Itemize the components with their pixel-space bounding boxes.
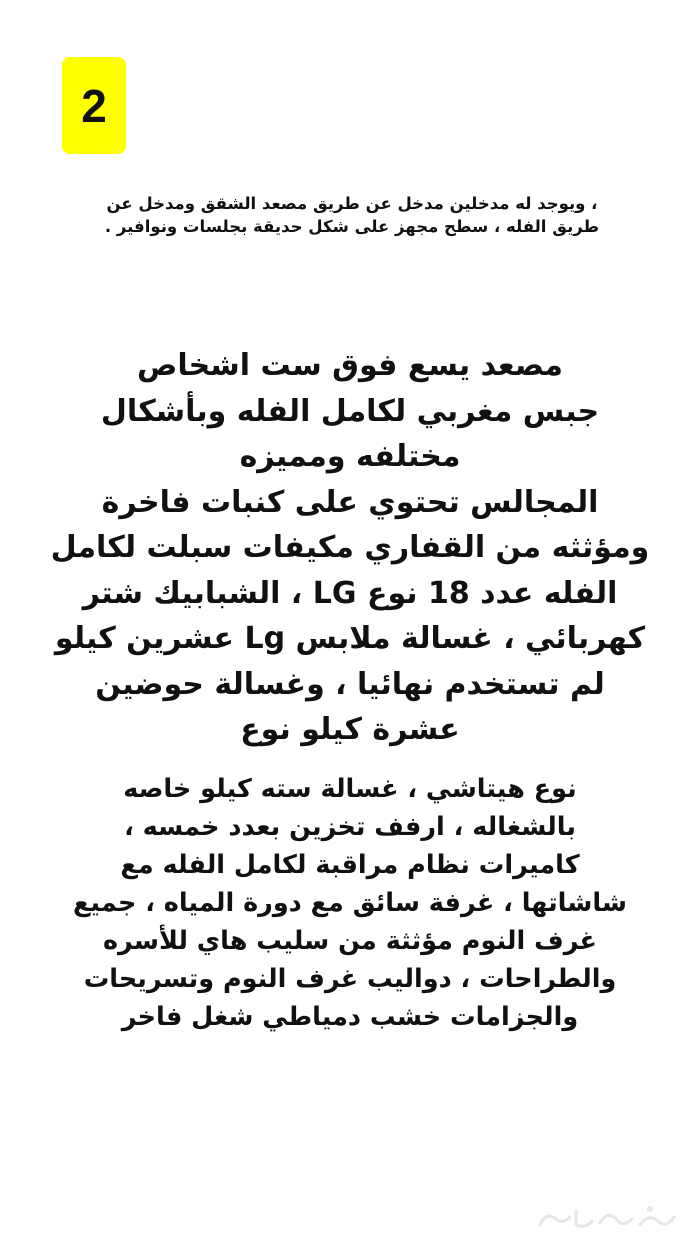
- secondary-description: [20, 770, 680, 1036]
- intro-line: طريق الفله ، سطح مجهز على شكل حديقة بجلسات ونوافير .: [104, 217, 600, 236]
- secondary-line: شاشاتها ، غرفة سائق مع دورة المياه ، جميع: [73, 888, 627, 918]
- main-line: الفله عدد 18 نوع LG ، الشبابيك شتر: [82, 575, 618, 611]
- main-line: لم تستخدم نهائيا ، وغسالة حوضين: [95, 666, 605, 702]
- secondary-line: والطراحات ، دواليب غرف النوم وتسريحات: [83, 964, 617, 994]
- main-line: مختلفه ومميزه: [239, 439, 461, 474]
- haraj-watermark-logo-icon: [532, 1201, 682, 1235]
- secondary-line: غرف النوم مؤثثة من سليب هاي للأسره: [103, 926, 597, 956]
- main-line: مصعد يسع فوق ست اشخاص: [136, 348, 564, 383]
- main-line: كهربائي ، غسالة ملابس Lg عشرين كيلو: [54, 621, 646, 656]
- intro-line: ، ويوجد له مدخلين مدخل عن طريق مصعد الشقق ومدخل عن: [106, 194, 598, 213]
- main-line: ومؤثثه من القفاري مكيفات سبلت لكامل: [50, 530, 650, 565]
- intro-paragraph: [40, 192, 664, 238]
- main-line: جبس مغربي لكامل الفله وبأشكال: [100, 393, 600, 429]
- secondary-line: بالشغاله ، ارفف تخزين بعدد خمسه ،: [124, 812, 576, 842]
- main-description: [20, 343, 680, 753]
- secondary-line: كاميرات نظام مراقبة لكامل الفله مع: [120, 850, 580, 880]
- page-number-badge: 2: [62, 57, 126, 154]
- main-line: المجالس تحتوي على كنبات فاخرة: [101, 484, 599, 520]
- main-line: عشرة كيلو نوع: [240, 712, 460, 747]
- secondary-line: والجزامات خشب دمياطي شغل فاخر: [121, 1002, 579, 1032]
- secondary-line: نوع هيتاشي ، غسالة سته كيلو خاصه: [123, 774, 577, 804]
